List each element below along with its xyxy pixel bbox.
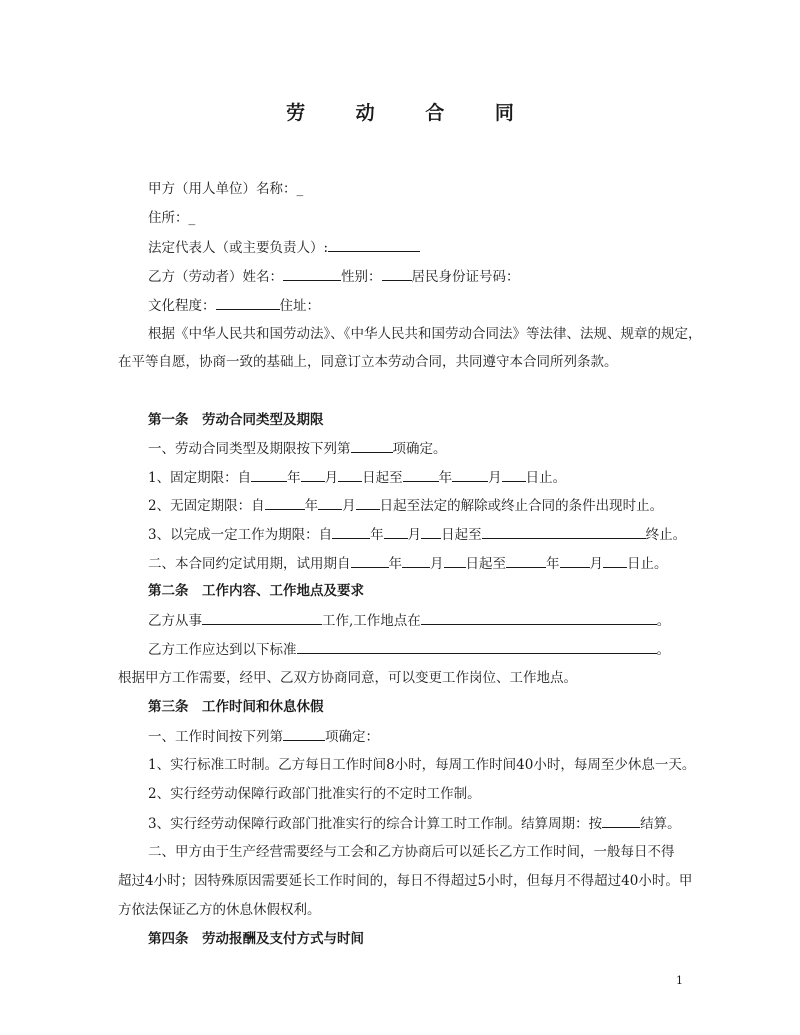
comprehensive-hours-tail: 结算。 (640, 816, 681, 832)
party-b-id-label: 居民身份证号码： (411, 269, 520, 285)
task-term-line (148, 525, 686, 544)
open-term-line (148, 496, 663, 515)
work-location-field (421, 611, 657, 625)
task-year-label: 年 (370, 527, 384, 543)
work-content-label: 乙方从事 (148, 613, 202, 629)
party-b-name-field (283, 267, 341, 281)
party-a-rep-label: 法定代表人（或主要负责人）: (148, 240, 329, 256)
trial-start-day (444, 554, 466, 568)
task-month-label: 月 (407, 527, 422, 543)
task-until-label: 日起至 (441, 527, 482, 543)
work-content-field (202, 611, 322, 625)
fixed-end-month (452, 468, 488, 482)
party-a-address-field: _ (188, 210, 196, 226)
article1-type-field (351, 439, 393, 453)
task-start-month (384, 525, 408, 539)
fixed-start-day (338, 468, 362, 482)
work-hours-field (283, 727, 325, 741)
open-start-year (265, 496, 305, 510)
fixed-end-month-label: 月 (488, 470, 502, 486)
fixed-term-label: 1、固定期限：自 (148, 470, 252, 486)
party-b-edu-label: 文化程度： (148, 298, 216, 314)
overtime-line-3: 方依法保证乙方的休息休假权利。 (118, 902, 321, 918)
settlement-period-field (602, 814, 640, 828)
open-start-day (356, 496, 380, 510)
party-b-name-label: 乙方（劳动者）姓名： (148, 269, 283, 285)
party-b-edu-field (216, 296, 280, 310)
trial-start-year (351, 554, 389, 568)
fixed-year-label: 年 (287, 470, 301, 486)
task-start-day (421, 525, 441, 539)
work-location-label: 工作,工作地点在 (322, 613, 421, 629)
party-b-name-line (148, 267, 520, 286)
fixed-month-label: 月 (324, 470, 339, 486)
open-term-tail: 日起至法定的解除或终止合同的条件出现时止。 (379, 498, 664, 514)
work-standard-line (148, 640, 670, 659)
party-b-addr-label: 住址： (279, 298, 320, 314)
task-end-field (482, 525, 646, 539)
comprehensive-hours-label: 3、实行经劳动保障行政部门批准实行的综合计算工时工作制。结算周期：按 (148, 816, 603, 832)
work-standard-end: 。 (656, 642, 670, 658)
fixed-end-year-label: 年 (438, 470, 453, 486)
comprehensive-hours-line (148, 814, 681, 833)
trial-end-month (560, 554, 590, 568)
article1-heading: 第一条 劳动合同类型及期限 (148, 412, 324, 428)
work-standard-field (297, 640, 657, 654)
task-start-year (332, 525, 370, 539)
fixed-end-day (502, 468, 526, 482)
fixed-end-label: 日止。 (525, 470, 567, 486)
work-content-line (148, 611, 670, 630)
work-line-end: 。 (656, 613, 671, 629)
trial-month-label: 月 (430, 556, 444, 572)
open-month-label: 月 (342, 498, 356, 514)
page-number: 1 (676, 974, 683, 987)
task-end-label: 终止。 (645, 527, 687, 543)
task-term-label: 3、以完成一定工作为期限：自 (148, 527, 333, 543)
party-a-name-line (148, 180, 303, 198)
trial-end-day (603, 554, 627, 568)
fixed-start-year (251, 468, 287, 482)
article3-heading: 第三条 工作时间和休息休假 (148, 699, 324, 715)
work-standard-label: 乙方工作应达到以下标准 (148, 642, 297, 658)
party-a-address-line (148, 209, 195, 227)
party-a-name-field: _ (296, 181, 304, 197)
article2-heading: 第二条 工作内容、工作地点及要求 (148, 583, 364, 599)
overtime-line-2: 超过4小时；因特殊原因需要延长工作时间的，每日不得超过5小时，但每月不得超过40小时。甲 (118, 873, 693, 889)
trial-end-label: 日止。 (627, 556, 668, 572)
trial-start-month (402, 554, 430, 568)
preamble-line-2: 在平等自愿，协商一致的基础上，同意订立本劳动合同，共同遵守本合同所列条款。 (118, 354, 618, 370)
flexible-hours-line: 2、实行经劳动保障行政部门批准实行的不定时工作制。 (148, 786, 481, 802)
fixed-end-year (403, 468, 439, 482)
work-hours-label: 一、工作时间按下列第 (148, 729, 283, 745)
trial-label: 二、本合同约定试用期，试用期自 (148, 556, 351, 572)
trial-end-month-label: 月 (589, 556, 603, 572)
fixed-until-label: 日起至 (362, 470, 403, 486)
article1-type-label: 一、劳动合同类型及期限按下列第 (148, 441, 351, 457)
trial-end-year-label: 年 (546, 556, 560, 572)
work-hours-line (148, 727, 379, 746)
preamble-line-1: 根据《中华人民共和国劳动法》、《中华人民共和国劳动合同法》等法律、法规、规章的规定， (148, 326, 702, 342)
open-year-label: 年 (304, 498, 319, 514)
party-a-name-label: 甲方（用人单位）名称： (148, 181, 297, 197)
work-change-line: 根据甲方工作需要，经甲、乙双方协商同意，可以变更工作岗位、工作地点。 (118, 670, 577, 686)
standard-hours-line: 1、实行标准工时制。乙方每日工作时间8小时，每周工作时间40小时，每周至少休息一天。 (148, 757, 696, 773)
trial-period-line (148, 554, 668, 573)
party-a-address-label: 住所： (148, 210, 189, 226)
article1-type-tail: 项确定。 (392, 441, 447, 457)
trial-end-year (506, 554, 546, 568)
party-a-rep-field (328, 238, 420, 252)
party-a-rep-line (148, 238, 420, 257)
open-start-month (318, 496, 342, 510)
open-term-label: 2、无固定期限：自 (148, 498, 265, 514)
article1-type-line (148, 439, 447, 458)
party-b-edu-line (148, 296, 320, 315)
trial-until-label: 日起至 (465, 556, 506, 572)
party-b-gender-label: 性别： (341, 269, 382, 285)
fixed-start-month (301, 468, 325, 482)
trial-year-label: 年 (388, 556, 402, 572)
fixed-term-line (148, 468, 566, 487)
document-title: 劳 动 合 同 (286, 102, 536, 124)
overtime-line-1: 二、甲方由于生产经营需要经与工会和乙方协商后可以延长乙方工作时间，一般每日不得 (148, 844, 675, 860)
article4-heading: 第四条 劳动报酬及支付方式与时间 (148, 931, 364, 947)
work-hours-tail: 项确定： (325, 729, 379, 745)
party-b-gender-field (382, 267, 412, 281)
